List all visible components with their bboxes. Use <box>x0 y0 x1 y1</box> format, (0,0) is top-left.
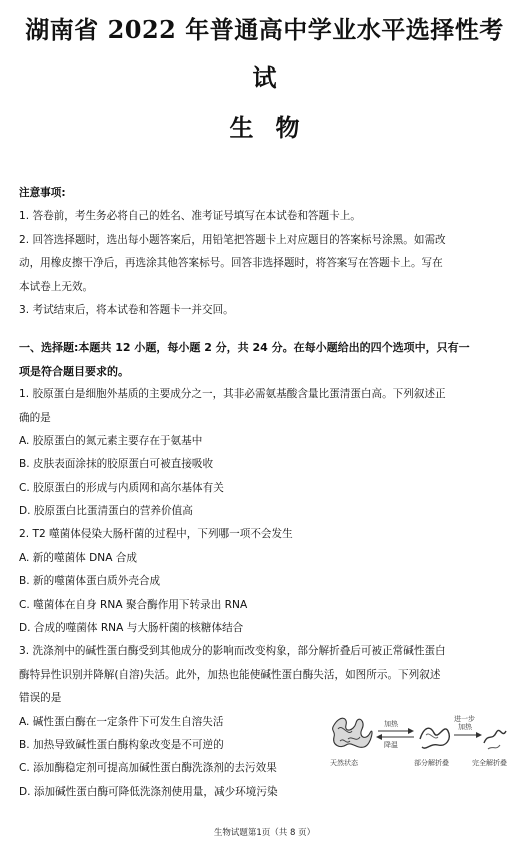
state-partial-label: 部分解折叠 <box>414 758 449 767</box>
reversible-arrows <box>376 728 414 740</box>
notice-line: 1. 答卷前，考生务必将自己的姓名、准考证号填写在本试卷和答题卡上。 <box>19 210 361 223</box>
partially-unfolded-protein <box>420 728 449 748</box>
subject-title: 生物 <box>229 113 322 142</box>
question-3-option-d: D. 添加碱性蛋白酶可降低洗涤剂使用量，减少环境污染 <box>19 785 278 798</box>
question-1-option-b: B. 皮肤表面涂抹的胶原蛋白可被直接吸收 <box>19 458 214 471</box>
question-3-stem: 3. 洗涤剂中的碱性蛋白酶受到其他成分的影响而改变构象，部分解折叠后可被正常碱性蛋白 <box>19 645 446 658</box>
question-1-option-d: D. 胶原蛋白比蛋清蛋白的营养价值高 <box>19 505 193 518</box>
notice-line: 动，用橡皮擦干净后，再选涂其他答案标号。回答非选择题时，将答案写在答题卡上。写在 <box>19 257 443 270</box>
notice-line: 3. 考试结束后，将本试卷和答题卡一并交回。 <box>19 303 234 316</box>
notice-line: 本试卷上无效。 <box>19 280 94 293</box>
page-footer: 生物试题第1页（共 8 页） <box>213 828 316 838</box>
further-label: 进一步 <box>454 714 475 723</box>
question-3-option-a: A. 碱性蛋白酶在一定条件下可发生自溶失活 <box>19 715 224 728</box>
protease-unfolding-figure <box>326 711 510 781</box>
question-3-stem-cont: 酶特异性识别并降解(自溶)失活。此外，加热也能使碱性蛋白酶失活，如图所示。下列叙述 <box>19 668 441 681</box>
question-2-stem: 2. T2 噬菌体侵染大肠杆菌的过程中，下列哪一项不会发生 <box>19 528 293 541</box>
question-1-option-a: A. 胶原蛋白的氮元素主要存在于氨基中 <box>19 434 203 447</box>
question-3-stem-cont: 错误的是 <box>19 692 62 705</box>
native-protein-structure <box>333 718 372 747</box>
question-3-option-b: B. 加热导致碱性蛋白酶构象改变是不可逆的 <box>19 738 224 751</box>
question-1-option-c: C. 胶原蛋白的形成与内质网和高尔基体有关 <box>19 481 224 494</box>
question-1-stem-cont: 确的是 <box>19 411 51 424</box>
question-3-options-block <box>19 711 507 805</box>
exam-title-line2: 试 <box>252 63 277 92</box>
exam-title-line1: 湖南省 2022 年普通高中学业水平选择性考 <box>25 15 504 44</box>
question-2-option-a: A. 新的噬菌体 DNA 合成 <box>19 551 138 564</box>
heat2-label: 加热 <box>458 722 472 731</box>
state-native-label: 天然状态 <box>330 758 358 767</box>
question-3-option-c: C. 添加酶稳定剂可提高加碱性蛋白酶洗涤剂的去污效果 <box>19 762 277 775</box>
notice-heading: 注意事项: <box>19 187 66 199</box>
fully-unfolded-protein <box>484 730 506 749</box>
state-full-label: 完全解折叠 <box>472 758 507 767</box>
heat-label: 加热 <box>384 719 398 728</box>
section-heading: 一、选择题:本题共 12 小题，每小题 2 分，共 24 分。在每小题给出的四个选项中，只有一 <box>19 341 470 355</box>
exam-body <box>19 182 507 804</box>
question-2-option-b: B. 新的噬菌体蛋白质外壳合成 <box>19 575 161 588</box>
question-2-option-d: D. 合成的噬菌体 RNA 与大肠杆菌的核糖体结合 <box>19 622 244 635</box>
cool-label: 降温 <box>384 740 398 749</box>
notice-line: 2. 回答选择题时，选出每小题答案后，用铅笔把答题卡上对应题目的答案标号涂黑。如需改 <box>19 233 446 246</box>
section-heading-cont: 项是符合题目要求的。 <box>19 364 129 378</box>
irreversible-arrow <box>454 732 482 738</box>
question-1-stem: 1. 胶原蛋白是细胞外基质的主要成分之一，其非必需氨基酸含量比蛋清蛋白高。下列叙述正 <box>19 388 446 401</box>
question-2-option-c: C. 噬菌体在自身 RNA 聚合酶作用下转录出 RNA <box>19 598 248 611</box>
